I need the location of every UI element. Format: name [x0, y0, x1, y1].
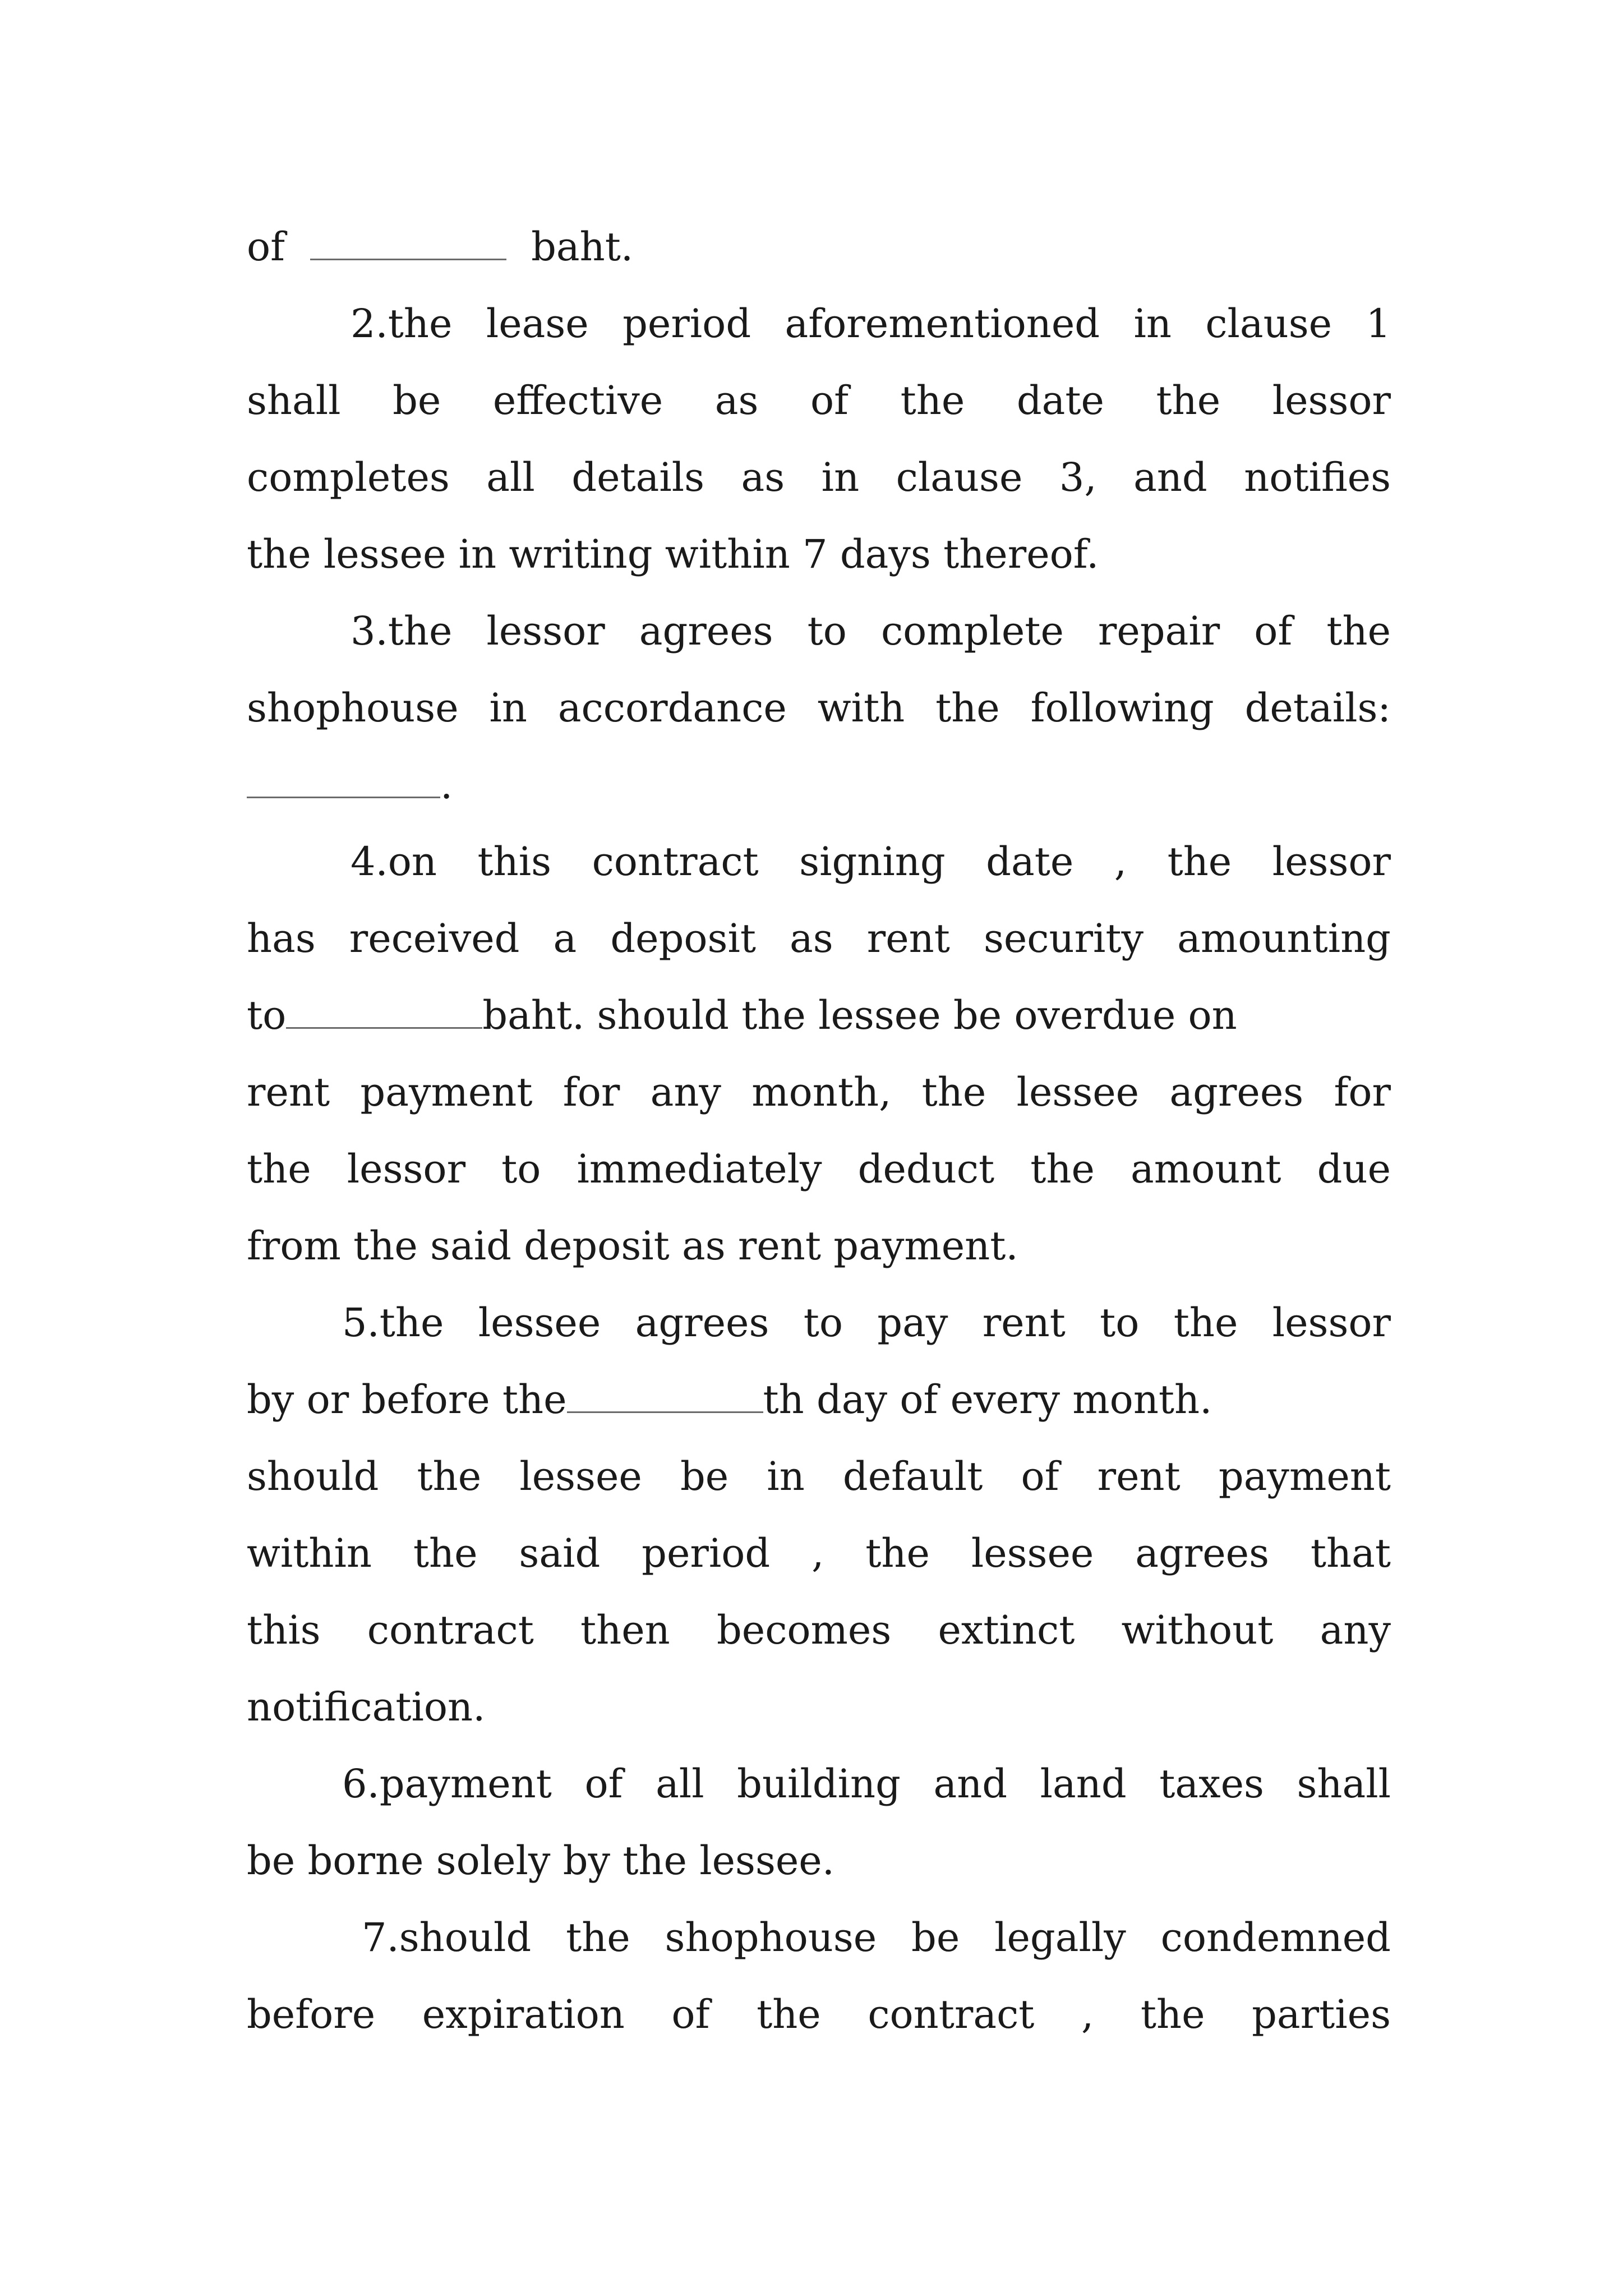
- text-segment: of: [247, 224, 285, 270]
- text-line: within the said period , the lessee agrees that: [247, 1530, 1391, 1576]
- clause-2-line: 2.the lease period aforementioned in clause 1: [351, 301, 1391, 347]
- clause-6-line: 6.payment of all building and land taxes shall: [342, 1761, 1391, 1807]
- text-line: [247, 216, 1391, 278]
- fill-in-blank: [286, 988, 482, 1029]
- text-line: has received a deposit as rent security amounting: [247, 915, 1391, 961]
- text-line: should the lessee be in default of rent payment: [247, 1453, 1391, 1499]
- text-segment: by or before the: [247, 1377, 567, 1423]
- clause-4-line: 4.on this contract signing date , the lessor: [351, 839, 1391, 885]
- text-line: from the said deposit as rent payment.: [247, 1223, 1018, 1269]
- text-line: [247, 984, 1391, 1046]
- fill-in-blank: [567, 1372, 763, 1413]
- text-line: [247, 1369, 1391, 1430]
- clause-3-line: 3.the lessor agrees to complete repair of the: [351, 608, 1391, 654]
- text-segment: to: [247, 992, 287, 1038]
- text-line: completes all details as in clause 3, and notifies: [247, 454, 1391, 500]
- fill-in-blank: [247, 757, 440, 798]
- text-line: the lessor to immediately deduct the amount due: [247, 1146, 1391, 1192]
- fill-in-blank: [310, 219, 506, 260]
- text-line: be borne solely by the lessee.: [247, 1838, 834, 1884]
- text-line: this contract then becomes extinct without any: [247, 1607, 1391, 1653]
- text-line: notification.: [247, 1684, 486, 1730]
- text-line: rent payment for any month, the lessee agrees for: [247, 1069, 1391, 1115]
- clause-7-line: 7.should the shophouse be legally condemned: [362, 1915, 1391, 1961]
- text-line: shophouse in accordance with the following details:: [247, 685, 1391, 731]
- text-line: before expiration of the contract , the parties: [247, 1991, 1391, 2037]
- text-segment: baht.: [531, 224, 634, 270]
- text-segment: th day of every month.: [763, 1377, 1212, 1423]
- clause-5-line: 5.the lessee agrees to pay rent to the lessor: [342, 1300, 1391, 1346]
- text-line: shall be effective as of the date the lessor: [247, 378, 1391, 424]
- text-line: [247, 754, 1391, 816]
- text-segment: .: [440, 762, 453, 808]
- text-segment: baht. should the lessee be overdue on: [482, 992, 1237, 1038]
- text-line: the lessee in writing within 7 days thereof.: [247, 531, 1099, 577]
